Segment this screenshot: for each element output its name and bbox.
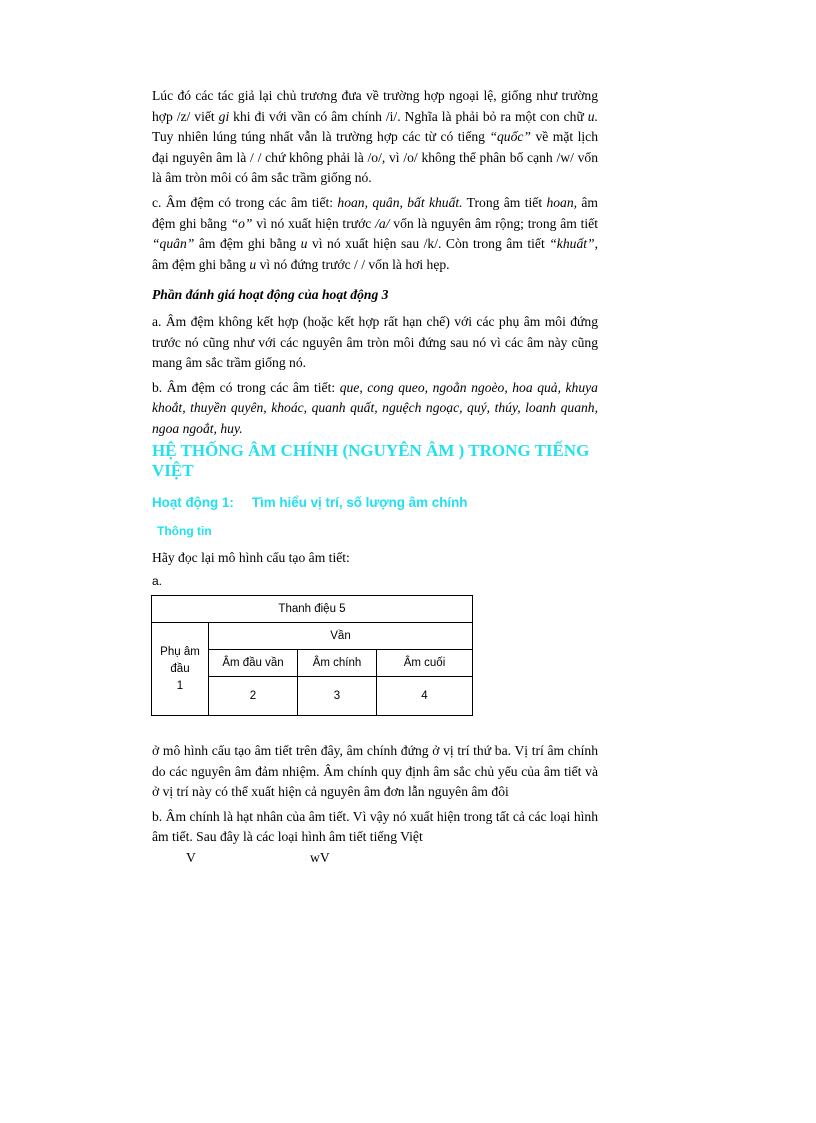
rhyme-cell: Vần [209,623,473,650]
top-text-block [152,86,598,444]
text-run: , âm đệm ghi bằng [152,236,598,272]
item-a-label: a. [152,574,163,588]
text-run: Lúc đó các tác giả lại chủ trương đưa về trường hợp ngoại lệ, giống như trường hợp /z/ viết [152,88,598,124]
italic-run: que, cong queo, ngoằn ngoèo, hoa quả, khuya khoắt, thuyền quyên, khoác, quanh quất, nguệch ngoạc, quý, thúy, loanh quanh, ngoa ngoắt, huy. [152,379,598,436]
syllable-type-wv: wV [310,850,330,865]
italic-run: “o” [230,215,253,231]
italic-run: gi [218,108,230,124]
final-number: 4 [377,677,473,716]
activity-label: Hoạt động 1: [152,495,234,510]
nucleus-number: 3 [298,677,377,716]
paragraph-quoc [152,86,598,189]
text-run: vì nó đứng trước / / vốn là hơi hẹp. [256,256,450,272]
text-run: c. Âm đệm có trong các âm tiết: [152,194,338,210]
text-run: Tuy nhiên lúng túng nhất vẫn là trường hợp các từ có tiếng [152,129,490,145]
section-title: HỆ THỐNG ÂM CHÍNH (NGUYÊN ÂM ) TRONG TIẾNG VIỆT [152,441,590,480]
italic-run: /a/ [375,215,390,231]
syllable-type-v: V [186,850,196,865]
paragraph-c [152,193,598,275]
initial-line-3: 1 [176,679,184,692]
paragraph-nucleus: b. Âm chính là hạt nhân của âm tiết. Vì vậy nó xuất hiện trong tất cả các loại hình âm tiết. Sau đây là các loại hình âm tiết tiếng Việt [152,808,598,845]
text-run: vì nó xuất hiện trước [252,215,376,231]
syllable-structure-table [151,595,473,716]
text-run: âm đệm ghi bằng [194,236,301,252]
text-run: âm đệm ghi bằng [152,194,598,231]
evaluation-heading: Phần đánh giá hoạt động của hoạt động 3 [152,287,389,303]
paragraph-b [152,378,598,440]
italic-run: “quốc” [489,129,531,145]
text-run: vốn là nguyên âm rộng; trong âm tiết [389,215,598,231]
text-run: b. Âm đệm có trong các âm tiết: [152,379,340,395]
text-run: a. Âm đệm không kết hợp (hoặc kết hợp rất hạn chế) với các phụ âm môi đứng trước nó cũng như với các nguyên âm tròn môi đứng sau nó vì các âm này cũng mang âm sắc trầm giống nó. [152,313,598,371]
text-run: về mặt lịch đại nguyên âm là / / chứ không phải là /o/, vì /o/ không thể phân bố cạnh /w/ vốn là âm tròn môi có âm sắc trầm giống nó. [152,129,599,186]
initial-line-1: Phụ âm [160,645,200,658]
italic-run: hoan, [546,194,578,210]
paragraph-a [152,312,598,374]
read-prompt: Hãy đọc lại mô hình cấu tạo âm tiết: [152,550,350,565]
italic-run: u [249,256,257,272]
medial-header: Âm đầu vần [209,650,298,677]
text-run: vì nó xuất hiện sau /k/. Còn trong âm tiết [307,236,550,252]
text-run: khi đi với vần có âm chính /i/. Nghĩa là phải bỏ ra một con chữ [229,108,588,124]
lower-text-block [152,741,598,852]
nucleus-header: Âm chính [298,650,377,677]
tone-cell: Thanh điệu 5 [152,596,473,623]
italic-run: “khuất” [549,236,595,252]
italic-run: “quân” [152,236,195,252]
final-header: Âm cuối [377,650,473,677]
initial-line-2: đầu [170,662,190,675]
italic-run: u. [587,108,598,124]
medial-number: 2 [209,677,298,716]
paragraph-position: ở mô hình cấu tạo âm tiết trên đây, âm chính đứng ở vị trí thứ ba. Vị trí âm chính do các nguyên âm đảm nhiệm. Âm chính quy định âm sắc chủ yếu của âm tiết và ở vị trí này có thể xuất hiện cả nguyên âm đơn lẫn nguyên âm đôi [152,743,598,800]
info-label: Thông tin [157,524,212,538]
italic-run: u [300,236,308,252]
activity-text: Tìm hiểu vị trí, số lượng âm chính [251,495,468,510]
activity-heading [152,495,467,510]
initial-consonant-cell [152,623,209,716]
text-run: Trong âm tiết [462,194,547,210]
italic-run: hoan, quân, bất khuất. [337,194,463,210]
